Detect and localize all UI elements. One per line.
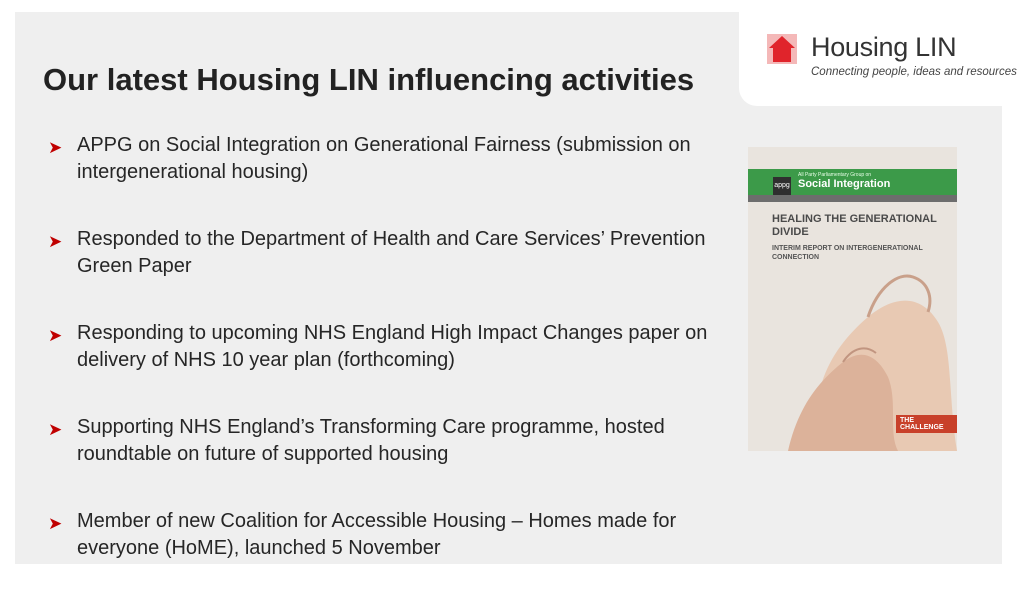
bullet-text: Responding to upcoming NHS England High Impact Changes paper on delivery of NHS 10 year plan (forthcoming) — [77, 322, 708, 371]
arrow-bullet-icon: ➤ — [48, 514, 63, 533]
arrow-bullet-icon: ➤ — [48, 420, 63, 439]
bullet-text: APPG on Social Integration on Generational Fairness (submission on intergenerational housing) — [77, 134, 691, 183]
slide — [15, 12, 1017, 564]
bullet-item — [48, 226, 738, 280]
cover-band-title: Social Integration — [798, 178, 891, 190]
cover-heading: HEALING THE GENERATIONAL DIVIDE — [772, 213, 937, 238]
cover-grey-strip — [748, 195, 957, 202]
bullet-text: Member of new Coalition for Accessible Housing – Homes made for everyone (HoME), launched 5 November — [77, 510, 677, 559]
logo-card — [739, 12, 1024, 106]
cover-report-subtitle: INTERIM REPORT ON INTERGENERATIONAL CONNECTION — [772, 245, 923, 261]
arrow-bullet-icon: ➤ — [48, 326, 63, 345]
arrow-bullet-icon: ➤ — [48, 138, 63, 157]
bullet-text: Supporting NHS England’s Transforming Care programme, hosted roundtable on future of supported housing — [77, 416, 665, 465]
bullet-text: Responded to the Department of Health and Care Services’ Prevention Green Paper — [77, 228, 706, 277]
report-cover-image — [748, 147, 957, 451]
arrow-bullet-icon: ➤ — [48, 232, 63, 251]
cover-band-small: All Party Parliamentary Group on — [798, 172, 872, 178]
appg-mark: appg — [773, 177, 791, 195]
house-logo-icon — [765, 32, 799, 66]
logo-title: Housing LIN — [811, 32, 957, 62]
bullet-item — [48, 414, 738, 468]
page-title: Our latest Housing LIN influencing activities — [43, 62, 695, 97]
challenge-badge: THE CHALLENGE — [896, 415, 957, 433]
bullet-item — [48, 132, 738, 186]
bullet-item — [48, 320, 738, 374]
bullet-list — [48, 132, 738, 602]
logo-tagline: Connecting people, ideas and resources — [811, 66, 1017, 78]
bullet-item — [48, 508, 738, 562]
